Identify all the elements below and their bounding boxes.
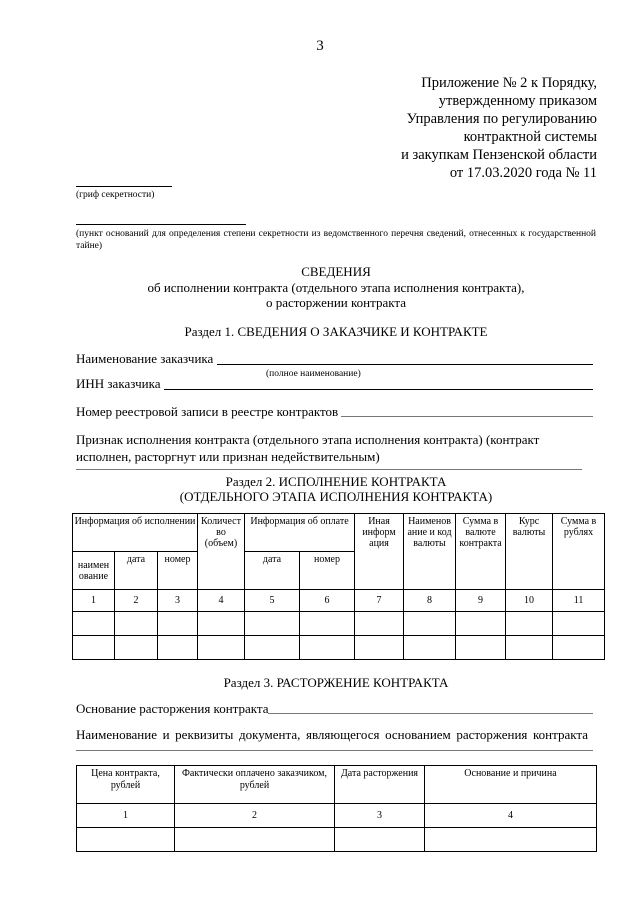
- column-number: 7: [355, 590, 404, 612]
- table-cell[interactable]: [77, 828, 175, 852]
- column-number: 5: [245, 590, 300, 612]
- table-row: [73, 636, 605, 660]
- table-cell[interactable]: [404, 612, 456, 636]
- column-number: 3: [335, 804, 425, 828]
- approval-line: Приложение № 2 к Порядку,: [421, 75, 597, 91]
- column-number-row: [73, 590, 605, 612]
- approval-line: от 17.03.2020 года № 11: [449, 165, 597, 181]
- table-header-row: [77, 766, 597, 804]
- table-row: [73, 612, 605, 636]
- customer-name-hint: (полное наименование): [266, 369, 361, 379]
- header-contract-price: Цена контракта, рублей: [77, 766, 175, 804]
- table-cell[interactable]: [355, 612, 404, 636]
- document-title: СВЕДЕНИЯ: [301, 264, 371, 279]
- table-cell[interactable]: [456, 612, 506, 636]
- inn-field[interactable]: [164, 389, 593, 390]
- header-execution-info: Информация об исполнении: [73, 514, 198, 552]
- registry-label: Номер реестровой записи в реестре контрактов: [76, 404, 339, 419]
- section2-heading-2: (ОТДЕЛЬНОГО ЭТАПА ИСПОЛНЕНИЯ КОНТРАКТА): [179, 489, 493, 504]
- header-termination-date: Дата расторжения: [335, 766, 425, 804]
- table-cell[interactable]: [553, 612, 605, 636]
- header-other-info: Иная информ ация: [355, 514, 404, 590]
- column-number: 1: [77, 804, 175, 828]
- table-cell[interactable]: [300, 636, 355, 660]
- header-reason: Основание и причина: [425, 766, 597, 804]
- table-cell[interactable]: [425, 828, 597, 852]
- table-cell[interactable]: [115, 612, 158, 636]
- table-cell[interactable]: [198, 612, 245, 636]
- column-number: 4: [425, 804, 597, 828]
- approval-line: Управления по регулированию: [406, 111, 597, 127]
- table-row: [77, 828, 597, 852]
- header-sum-rubles: Сумма в рублях: [553, 514, 605, 590]
- header-payment-info: Информация об оплате: [245, 514, 355, 552]
- table-cell[interactable]: [158, 612, 198, 636]
- secrecy-basis-caption: (пункт оснований для определения степени секретности из ведомственного перечня сведений, отнесенных к государственной тайне): [76, 229, 596, 251]
- registry-field[interactable]: [341, 416, 593, 417]
- execution-table: [72, 513, 605, 660]
- column-number: 3: [158, 590, 198, 612]
- contract-sign-field[interactable]: [76, 469, 582, 470]
- header-date: дата: [115, 552, 158, 590]
- column-number: 10: [506, 590, 553, 612]
- header-pay-number: номер: [300, 552, 355, 590]
- secrecy-basis-line: [76, 224, 246, 225]
- header-number: номер: [158, 552, 198, 590]
- document-subtitle: об исполнении контракта (отдельного этапа исполнения контракта),: [147, 280, 525, 295]
- approval-line: контрактной системы: [463, 129, 597, 145]
- table-cell[interactable]: [245, 612, 300, 636]
- customer-name-field[interactable]: [217, 364, 593, 365]
- header-pay-date: дата: [245, 552, 300, 590]
- approval-line: и закупкам Пензенской области: [401, 147, 597, 163]
- column-number: 9: [456, 590, 506, 612]
- column-number: 2: [175, 804, 335, 828]
- table-header-row: [73, 514, 605, 552]
- page-number: 3: [316, 38, 324, 54]
- header-quantity: Количест во (объем): [198, 514, 245, 590]
- inn-label: ИНН заказчика: [76, 376, 161, 391]
- column-number: 1: [73, 590, 115, 612]
- table-cell[interactable]: [300, 612, 355, 636]
- header-name: наимен ование: [73, 552, 115, 590]
- column-number: 2: [115, 590, 158, 612]
- table-cell[interactable]: [553, 636, 605, 660]
- termination-basis-label: Основание расторжения контракта: [76, 701, 269, 716]
- secrecy-label: (гриф секретности): [76, 190, 155, 200]
- contract-sign-label: Признак исполнения контракта (отдельного этапа исполнения контракта) (контракт: [76, 432, 540, 447]
- table-cell[interactable]: [456, 636, 506, 660]
- document-subtitle-2: о расторжении контракта: [266, 295, 406, 310]
- table-cell[interactable]: [175, 828, 335, 852]
- table-cell[interactable]: [115, 636, 158, 660]
- section3-heading: Раздел 3. РАСТОРЖЕНИЕ КОНТРАКТА: [223, 675, 449, 690]
- termination-document-field[interactable]: [76, 750, 593, 751]
- table-cell[interactable]: [335, 828, 425, 852]
- table-cell[interactable]: [506, 612, 553, 636]
- contract-sign-label-2: исполнен, расторгнут или признан недействительным): [76, 449, 380, 464]
- header-actually-paid: Фактически оплачено заказчиком, рублей: [175, 766, 335, 804]
- column-number: 11: [553, 590, 605, 612]
- table-cell[interactable]: [355, 636, 404, 660]
- table-cell[interactable]: [158, 636, 198, 660]
- approval-block: [401, 74, 597, 182]
- termination-basis-field[interactable]: [268, 713, 593, 714]
- termination-table: [76, 765, 597, 852]
- termination-document-label: Наименование и реквизиты документа, являющегося основанием расторжения контракта: [76, 727, 588, 742]
- header-currency-name: Наименов ание и код валюты: [404, 514, 456, 590]
- column-number: 8: [404, 590, 456, 612]
- approval-line: утвержденному приказом: [438, 93, 597, 109]
- customer-name-label: Наименование заказчика: [76, 351, 214, 366]
- secrecy-line: [76, 186, 172, 187]
- column-number: 6: [300, 590, 355, 612]
- table-cell[interactable]: [73, 612, 115, 636]
- table-cell[interactable]: [73, 636, 115, 660]
- table-cell[interactable]: [245, 636, 300, 660]
- table-cell[interactable]: [506, 636, 553, 660]
- section2-heading: Раздел 2. ИСПОЛНЕНИЕ КОНТРАКТА: [225, 474, 447, 489]
- table-cell[interactable]: [198, 636, 245, 660]
- column-number-row: [77, 804, 597, 828]
- header-rate: Курс валюты: [506, 514, 553, 590]
- column-number: 4: [198, 590, 245, 612]
- section1-heading: Раздел 1. СВЕДЕНИЯ О ЗАКАЗЧИКЕ И КОНТРАКТЕ: [184, 324, 488, 339]
- header-sum-currency: Сумма в валюте контракта: [456, 514, 506, 590]
- table-cell[interactable]: [404, 636, 456, 660]
